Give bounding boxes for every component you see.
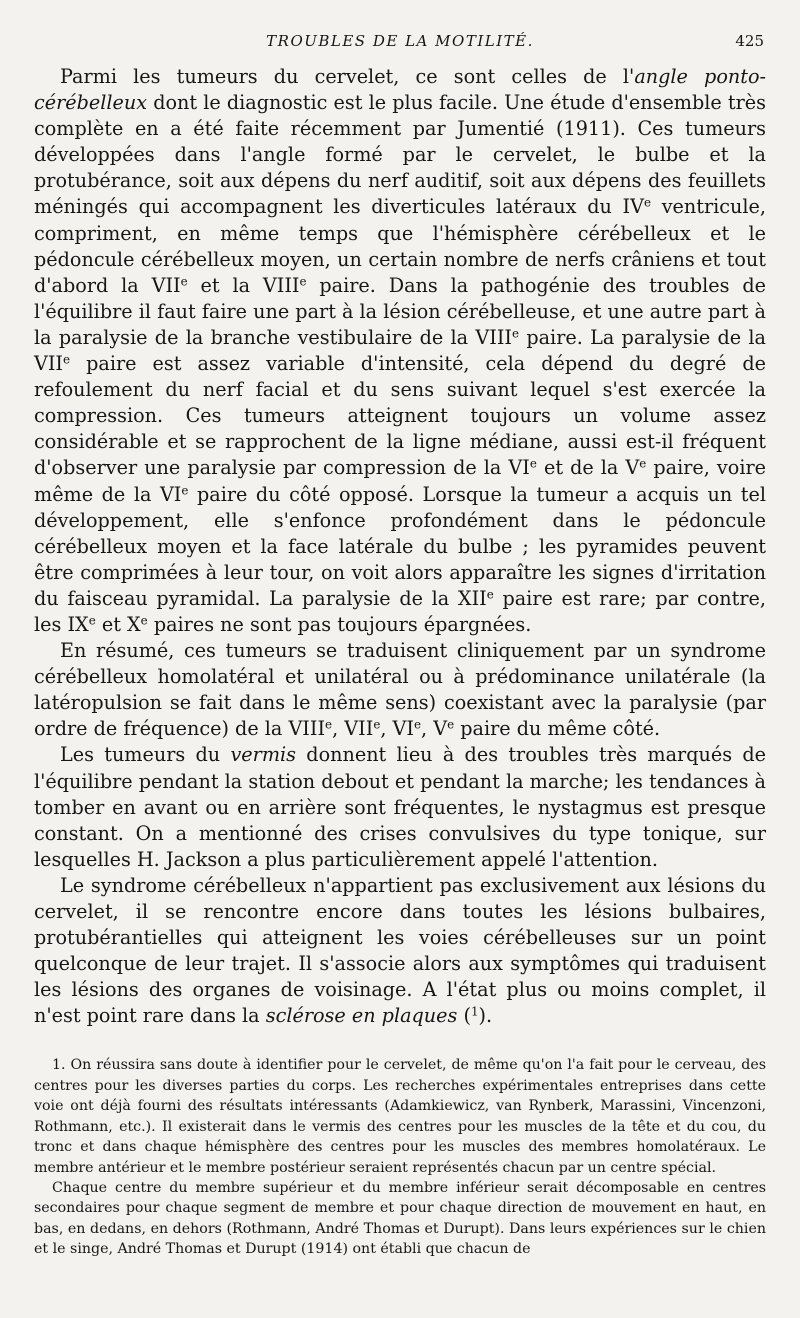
text-run: En résumé, ces tumeurs se traduisent cliniquement par un syndrome cérébelleux homolatéral et unilatéral ou à prédominance unilatérale (la latéropulsion se fait dans le même sens) coexistant avec la paralysie (par ordre de fréquence) de la VIII	[34, 639, 766, 741]
text-run: et X	[95, 612, 141, 636]
main-text	[34, 64, 766, 1029]
text-run: paire. Dans la pathogénie des troubles de l'équilibre il faut faire une part à la lésion cérébelleuse, et une autre part à la paralysie de la branche vestibulaire de la VIII	[34, 273, 767, 349]
superscript: e	[373, 717, 381, 732]
superscript: e	[512, 326, 520, 341]
text-run: paire du même côté.	[454, 717, 661, 741]
superscript: e	[63, 352, 71, 367]
text-run: Le syndrome cérébelleux n'appartient pas exclusivement aux lésions du cervelet, il se rencontre encore dans toutes les lésions bulbaires, protubérantielles qui atteignent les voies cérébelleuses sur un point quelconque de leur trajet. Il s'associe alors aux symptômes qui traduisent les lésions des organes de voisinage. A l'état plus ou moins complet, il n'est point rare dans la	[34, 873, 766, 1028]
text-run: ventricule, compriment, en même temps que l'hémisphère cérébelleux et le pédoncule cérébelleux moyen, un certain nombre de nerfs crâniens et tout d'abord la VII	[34, 195, 766, 297]
italic-term: angle ponto-cérébelleux	[34, 65, 766, 115]
paragraph-cerebellar-syndrome	[34, 873, 766, 1030]
page-number: 425	[735, 32, 764, 50]
superscript: e	[181, 482, 189, 497]
superscript: e	[529, 456, 537, 471]
paragraph-ponto-cerebellar	[34, 64, 766, 638]
text-run: Parmi les tumeurs du cervelet, ce sont celles de l'	[60, 65, 635, 88]
paragraph-summary	[34, 638, 766, 742]
footnotes	[34, 1055, 766, 1259]
text-run: donnent lieu à des troubles très marqués de l'équilibre pendant la station debout et pendant la marche; les tendances à tomber en avant ou en arrière sont fréquentes, le nystagmus est presque constant. On a mentionné des crises convulsives du type tonique, sur lesquelles H. Jackson a plus particulièrement appelé l'attention.	[34, 743, 766, 871]
text-run: , V	[421, 717, 448, 741]
superscript: e	[639, 456, 647, 471]
superscript: e	[447, 717, 455, 732]
text-run: paire du côté opposé. Lorsque la tumeur a acquis un tel développement, elle s'enfonce profondément dans le pédoncule cérébelleux moyen et la face latérale du bulbe ; les pyramides peuvent être comprimées à leur tour, on voit alors apparaître les signes d'irritation du faisceau pyramidal. La paralysie de la XII	[34, 482, 766, 610]
page-header	[34, 28, 766, 56]
italic-term: sclérose en plaques	[265, 1004, 458, 1028]
text-run: dont le diagnostic est le plus facile. Une étude d'ensemble très complète en a été faite récemment par Jumentié (1911). Ces tumeurs développées dans l'angle formé par le cervelet, le bulbe et la protubérance, soit aux dépens du nerf auditif, soit aux dépens des feuillets méningés qui accompagnent les diverticules latéraux du IV	[34, 91, 766, 219]
text-run: et de la V	[536, 456, 640, 480]
superscript: e	[414, 717, 422, 732]
text-run: et la VIII	[187, 273, 300, 297]
text-run: Les tumeurs du	[60, 743, 231, 767]
running-title: TROUBLES DE LA MOTILITÉ.	[266, 32, 534, 50]
text-run: paire est rare; par contre, les IX	[34, 586, 766, 636]
italic-term: vermis	[230, 743, 296, 767]
text-run: , VII	[332, 717, 374, 741]
text-run: paire, voire même de la VI	[34, 456, 766, 506]
text-run: paire est assez variable d'intensité, cela dépend du degré de refoulement du nerf facial et du sens suivant lequel s'est exercée la compression. Ces tumeurs atteignent toujours un volume assez considérable et se rapprochent de la ligne médiane, aussi est-il fréquent d'observer une paralysie par compression de la VI	[34, 352, 766, 480]
paragraph-vermis	[34, 742, 766, 872]
superscript: e	[88, 613, 96, 628]
text-run: (	[457, 1004, 471, 1028]
superscript: e	[486, 587, 494, 602]
superscript: e	[299, 274, 307, 289]
footnote-1: 1. On réussira sans doute à identifier pour le cervelet, de même qu'on l'a fait pour le cerveau, des centres pour les diverses parties du corps. Les recherches expérimentales entreprises dans cette voie ont déjà fourni des résultats intéressants (Adamkiewicz, van Rynberk, Marassini, Vincenzoni, Rothmann, etc.). Il existerait dans le vermis des centres pour les muscles de la tête et du cou, du tronc et dans chaque hémisphère des centres pour les muscles des membres homolatéraux. Le membre antérieur et le membre postérieur seraient représentés chacun par un centre spécial.	[34, 1057, 766, 1176]
text-run: ).	[478, 1004, 493, 1028]
text-run: , VI	[380, 717, 414, 741]
footnote-reference: 1	[470, 1004, 479, 1019]
superscript: e	[325, 717, 333, 732]
text-run: paire. La paralysie de la VII	[34, 325, 766, 376]
superscript: e	[180, 274, 188, 289]
footnote-1-continued: Chaque centre du membre supérieur et du membre inférieur serait décomposable en centres secondaires pour chaque segment de membre et pour chaque direction de mouvement en haut, en bas, en dedans, en dehors (Rothmann, André Thomas et Durupt). Dans leurs expériences sur le chien et le singe, André Thomas et Durupt (1914) ont établi que chacun de	[34, 1179, 766, 1258]
text-run: paires ne sont pas toujours épargnées.	[147, 612, 532, 636]
superscript: e	[140, 613, 148, 628]
superscript: e	[643, 195, 652, 210]
